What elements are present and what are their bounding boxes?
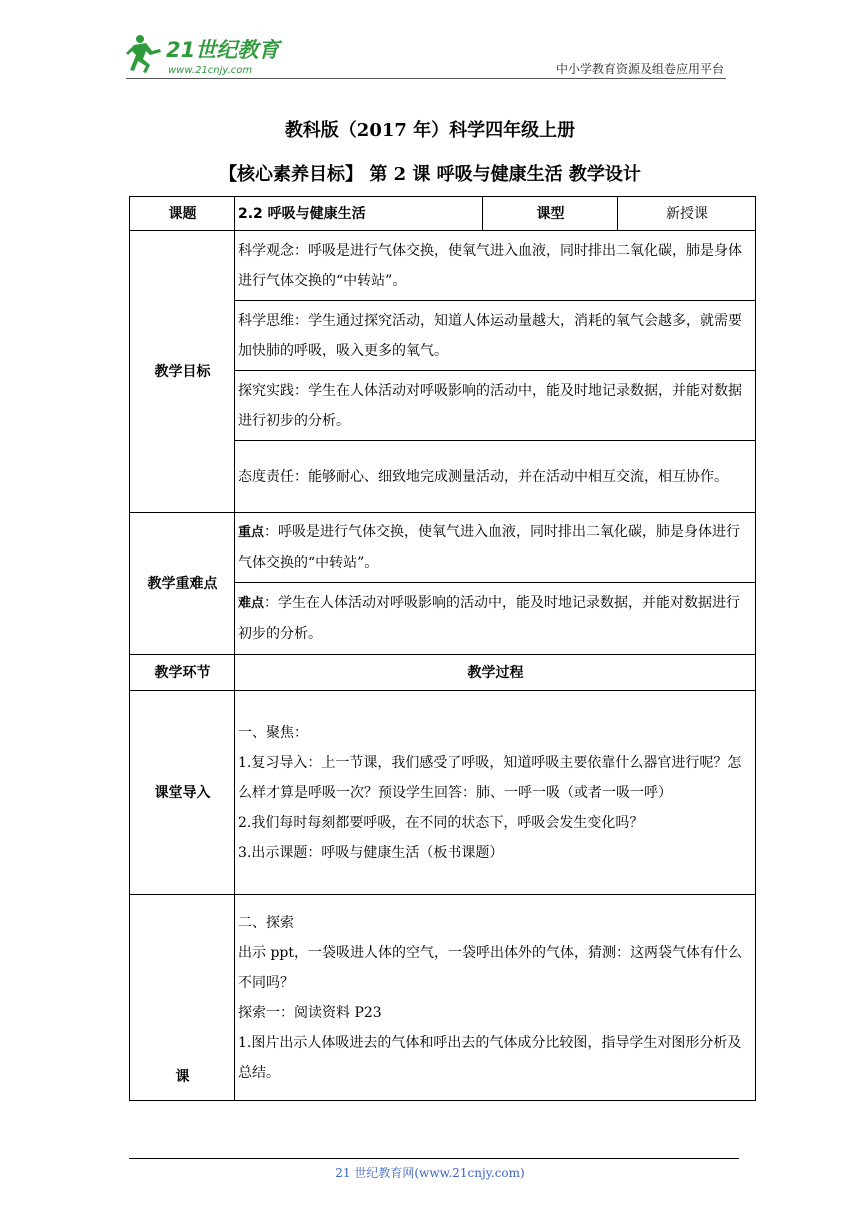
- topic-label: 课题: [130, 197, 235, 231]
- goal-inquiry-practice: 探究实践：学生在人体活动对呼吸影响的活动中，能及时地记录数据，并能对数据进行初步的分析。: [235, 371, 756, 441]
- difficulty-text: ：学生在人体活动对呼吸影响的活动中，能及时地记录数据，并能对数据进行初步的分析。: [238, 595, 741, 642]
- lesson-line: 二、探索: [238, 914, 294, 931]
- logo-text: 21世纪教育: [166, 38, 280, 62]
- header-divider: [126, 78, 726, 79]
- document-subtitle: 【核心素养目标】 第 2 课 呼吸与健康生活 教学设计: [219, 164, 641, 185]
- goal-attitude: 态度责任：能够耐心、细致地完成测量活动，并在活动中相互交流，相互协作。: [235, 441, 756, 513]
- topic-value: 2.2 呼吸与健康生活: [235, 197, 483, 231]
- lesson-line: 探索一：阅读资料 P23: [238, 1004, 382, 1021]
- lesson-plan-table: [129, 196, 756, 1101]
- lesson-label: 课: [130, 895, 235, 1101]
- key-point-text: ：呼吸是进行气体交换，使氧气进入血液，同时排出二氧化碳，肺是身体进行气体交换的“中转站”。: [238, 524, 741, 571]
- key-point-row: [130, 513, 756, 583]
- site-logo[interactable]: [126, 33, 286, 81]
- intro-line: 3.出示课题：呼吸与健康生活（板书课题）: [238, 844, 504, 861]
- intro-line: 1.复习导入：上一节课，我们感受了呼吸，知道呼吸主要依靠什么器官进行呢？怎么样才算是呼吸一次？预设学生回答：肺、一呼一吸（或者一吸一呼）: [238, 754, 742, 801]
- page-header: [0, 0, 860, 90]
- key-points-label: 教学重难点: [130, 513, 235, 655]
- key-point-label: 重点: [238, 525, 265, 540]
- stage-header: 教学环节: [130, 655, 235, 691]
- lesson-type-value: 新授课: [618, 197, 756, 231]
- goal-science-concept: 科学观念：呼吸是进行气体交换，使氧气进入血液，同时排出二氧化碳，肺是身体进行气体交换的“中转站”。: [235, 231, 756, 301]
- intro-line: 2.我们每时每刻都要呼吸，在不同的状态下，呼吸会发生变化吗？: [238, 814, 644, 831]
- topic-row: [130, 197, 756, 231]
- document-title: 教科版（2017 年）科学四年级上册: [284, 120, 576, 141]
- intro-label: 课堂导入: [130, 691, 235, 895]
- process-header-row: [130, 655, 756, 691]
- process-header: 教学过程: [235, 655, 756, 691]
- goal-science-thinking: 科学思维：学生通过探究活动，知道人体运动量越大，消耗的氧气会越多，就需要加快肺的呼吸，吸入更多的氧气。: [235, 301, 756, 371]
- intro-line: 一、聚焦：: [238, 724, 308, 741]
- key-point: [235, 513, 756, 583]
- footer-divider: [129, 1158, 739, 1159]
- difficulty-point: [235, 583, 756, 655]
- goals-label: 教学目标: [130, 231, 235, 513]
- lesson-type-label: 课型: [483, 197, 618, 231]
- difficulty-label: 难点: [238, 596, 265, 611]
- lesson-line: 1.图片出示人体吸进去的气体和呼出去的气体成分比较图，指导学生对图形分析及总结。: [238, 1034, 742, 1081]
- lesson-row: [130, 895, 756, 1101]
- runner-icon: [126, 35, 161, 73]
- goal-row: [130, 231, 756, 301]
- intro-row: [130, 691, 756, 895]
- logo-url: www.21cnjy.com: [168, 65, 253, 76]
- platform-name: 中小学教育资源及组卷应用平台: [555, 62, 724, 76]
- footer-link[interactable]: 21 世纪教育网(www.21cnjy.com): [335, 1166, 525, 1180]
- lesson-content: [235, 895, 756, 1101]
- intro-content: [235, 691, 756, 895]
- lesson-line: 出示 ppt，一袋吸进人体的空气，一袋呼出体外的气体，猜测：这两袋气体有什么不同吗？: [238, 944, 742, 991]
